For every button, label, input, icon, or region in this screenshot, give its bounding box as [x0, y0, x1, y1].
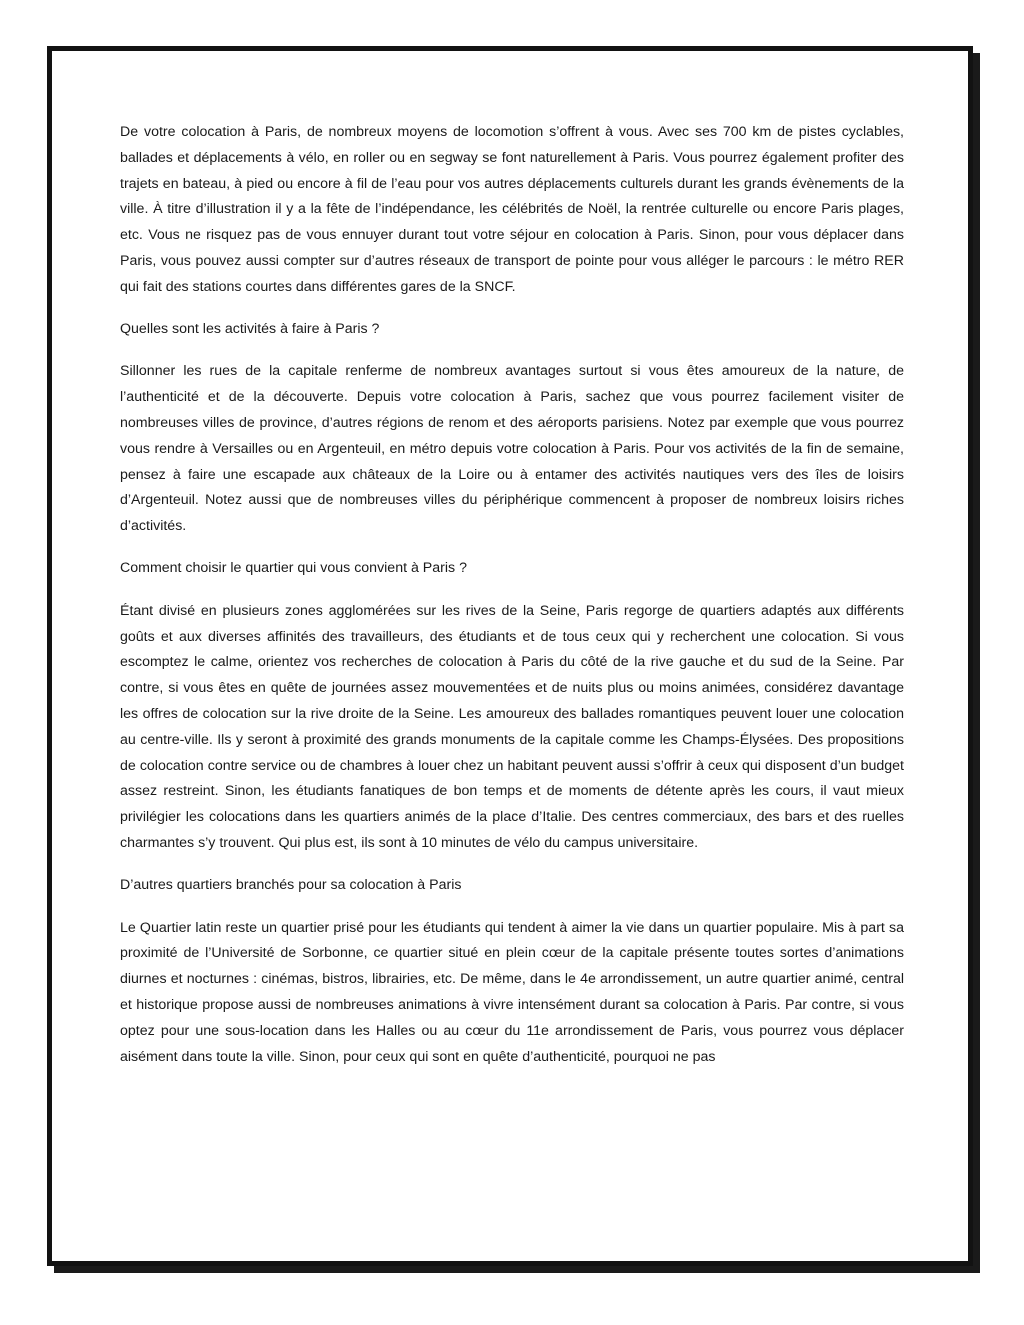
- paragraph-activities: Sillonner les rues de la capitale renferme de nombreux avantages surtout si vous êtes amoureux de la nature, de l’authenticité et de la découverte. Depuis votre colocation à Paris, sachez que vous pourrez facilement visiter de nombreuses villes de province, d’autres régions de renom et des aéroports parisiens. Notez par exemple que vous pourrez vous rendre à Versailles ou en Argenteuil, en métro depuis votre colocation à Paris. Pour vos activités de la fin de semaine, pensez à faire une escapade aux châteaux de la Loire ou à entamer des activités nautiques vers des îles de loisirs d’Argenteuil. Notez aussi que de nombreuses villes du périphérique commencent à proposer de nombreux loisirs riches d’activités.: [120, 363, 904, 535]
- paragraph-trendy-neighborhoods: Le Quartier latin reste un quartier prisé pour les étudiants qui tendent à aimer la vie dans un quartier populaire. Mis à part sa proximité de l’Université de Sorbonne, ce quartier situé en plein cœur de la capitale présente toutes sortes d’animations diurnes et nocturnes : cinémas, bistros, librairies, etc. De même, dans le 4e arrondissement, un autre quartier animé, central et historique propose aussi de nombreuses animations à vivre intensément durant sa colocation à Paris. Par contre, si vous optez pour une sous-location dans les Halles ou au cœur du 11e arrondissement de Paris, vous pourrez vous déplacer aisément dans toute la ville. Sinon, pour ceux qui sont en quête d’authenticité, pourquoi ne pas: [120, 919, 904, 1065]
- heading-choose-neighborhood: Comment choisir le quartier qui vous convient à Paris ?: [120, 560, 467, 577]
- paragraph-transport: De votre colocation à Paris, de nombreux moyens de locomotion s’offrent à vous. Avec ses 700 km de pistes cyclables, ballades et déplacements à vélo, en roller ou en segway se font naturellement à Paris. Vous pourrez également profiter des trajets en bateau, à pied ou encore à fil de l’eau pour vos autres déplacements culturels durant les grands évènements de la ville. À titre d’illustration il y a la fête de l’indépendance, les célébrités de Noël, la rentrée culturelle ou encore Paris plages, etc. Vous ne risquez pas de vous ennuyer durant tout votre séjour en colocation à Paris. Sinon, pour vous déplacer dans Paris, vous pouvez aussi compter sur d’autres réseaux de transport de pointe pour vous alléger le parcours : le métro RER qui fait des stations courtes dans différentes gares de la SNCF.: [120, 124, 904, 295]
- heading-activities: Quelles sont les activités à faire à Paris ?: [120, 321, 380, 338]
- paragraph-neighborhoods: Étant divisé en plusieurs zones agglomérées sur les rives de la Seine, Paris regorge de quartiers adaptés aux différents goûts et aux diverses affinités des travailleurs, des étudiants et de tous ceux qui y recherchent une colocation. Si vous escomptez le calme, orientez vos recherches de colocation à Paris du côté de la rive gauche et du sud de la Seine. Par contre, si vous êtes en quête de journées assez mouvementées et de nuits plus ou moins animées, considérez davantage les offres de colocation sur la rive droite de la Seine. Les amoureux des ballades romantiques peuvent louer une colocation au centre-ville. Ils y seront à proximité des grands monuments de la capitale comme les Champs-Élysées. Des propositions de colocation contre service ou de chambres à louer chez un habitant peuvent aussi s’offrir à ceux qui disposent d’un budget assez restreint. Sinon, les étudiants fanatiques de bon temps et de moments de détente après les cours, il vaut mieux privilégier les colocations dans les quartiers animés de la place d’Italie. Des centres commerciaux, des bars et des ruelles charmantes s’y trouvent. Qui plus est, ils sont à 10 minutes de vélo du campus universitaire.: [120, 602, 904, 851]
- document-body: [120, 120, 904, 1087]
- heading-trendy-neighborhoods: D’autres quartiers branchés pour sa colocation à Paris: [120, 877, 462, 894]
